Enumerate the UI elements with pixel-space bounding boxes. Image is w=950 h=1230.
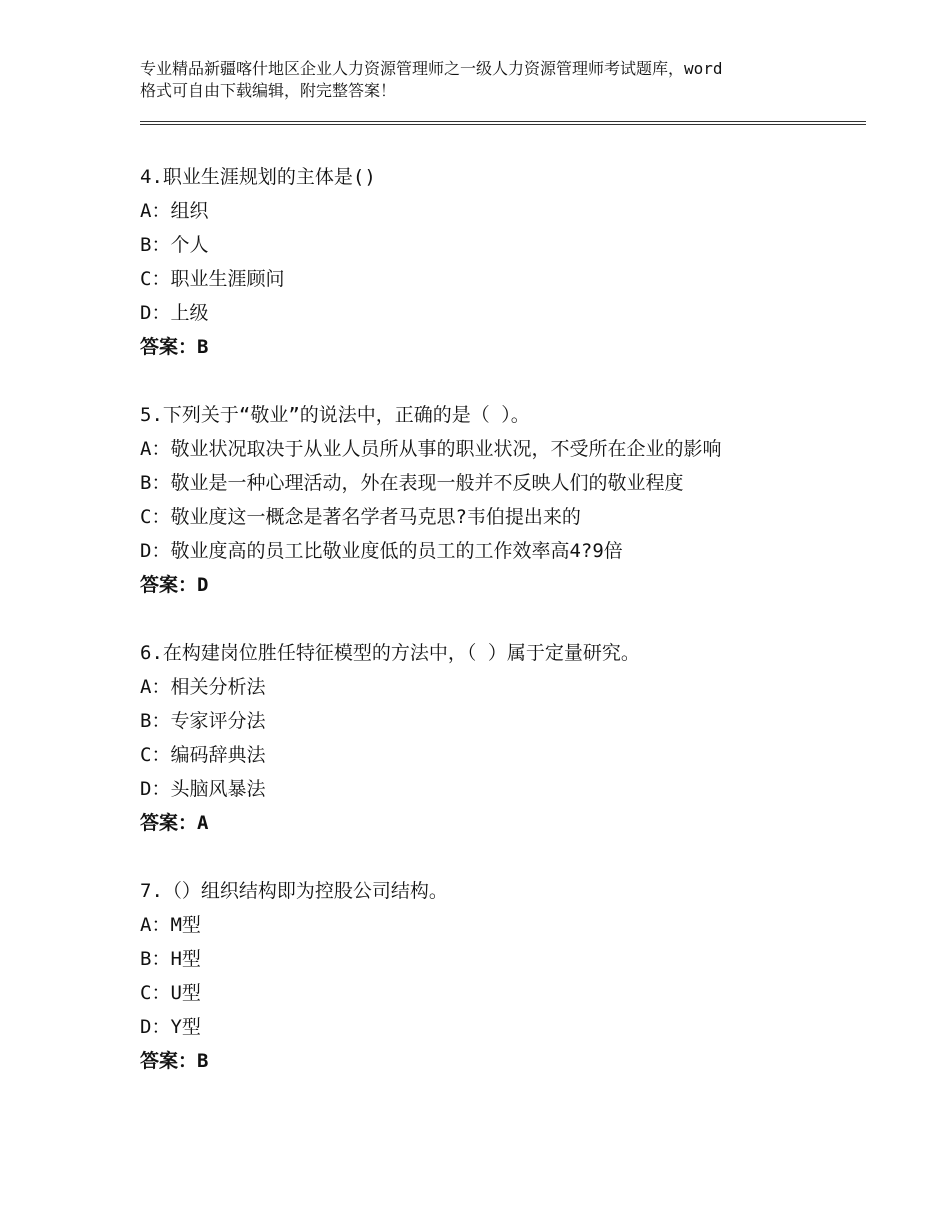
answer: 答案：D	[140, 574, 209, 596]
header-divider-top	[140, 121, 866, 122]
question-list	[140, 160, 860, 1112]
option-d: D：头脑风暴法	[140, 778, 266, 800]
answer: 答案：B	[140, 1050, 209, 1072]
option-c: C：U型	[140, 982, 201, 1004]
option-b: B：H型	[140, 948, 201, 970]
option-d: D：Y型	[140, 1016, 201, 1038]
question-stem: 5.下列关于“敬业”的说法中，正确的是（ ）。	[140, 404, 530, 426]
option-b: B：个人	[140, 234, 209, 256]
header-divider-bottom	[140, 124, 866, 125]
answer: 答案：A	[140, 812, 209, 834]
option-b: B：敬业是一种心理活动，外在表现一般并不反映人们的敬业程度	[140, 472, 684, 494]
option-c: C：职业生涯顾问	[140, 268, 285, 290]
option-a: A：敬业状况取决于从业人员所从事的职业状况，不受所在企业的影响	[140, 438, 722, 460]
question-6	[140, 636, 860, 840]
option-c: C：敬业度这一概念是著名学者马克思?韦伯提出来的	[140, 506, 581, 528]
answer: 答案：B	[140, 336, 209, 358]
question-4	[140, 160, 860, 364]
question-stem: 6.在构建岗位胜任特征模型的方法中，（ ）属于定量研究。	[140, 642, 640, 664]
option-d: D：敬业度高的员工比敬业度低的员工的工作效率高4?9倍	[140, 540, 623, 562]
header-title-line-1: 专业精品新疆喀什地区企业人力资源管理师之一级人力资源管理师考试题库，word	[140, 59, 723, 78]
option-b: B：专家评分法	[140, 710, 266, 732]
option-a: A：M型	[140, 914, 201, 936]
document-header	[140, 58, 830, 102]
question-stem: 7.（）组织结构即为控股公司结构。	[140, 880, 448, 902]
option-a: A：相关分析法	[140, 676, 266, 698]
header-title-line-2: 格式可自由下载编辑，附完整答案！	[140, 81, 397, 100]
option-a: A：组织	[140, 200, 209, 222]
question-7	[140, 874, 860, 1078]
option-d: D：上级	[140, 302, 209, 324]
question-5	[140, 398, 860, 602]
question-stem: 4.职业生涯规划的主体是()	[140, 166, 376, 188]
option-c: C：编码辞典法	[140, 744, 266, 766]
